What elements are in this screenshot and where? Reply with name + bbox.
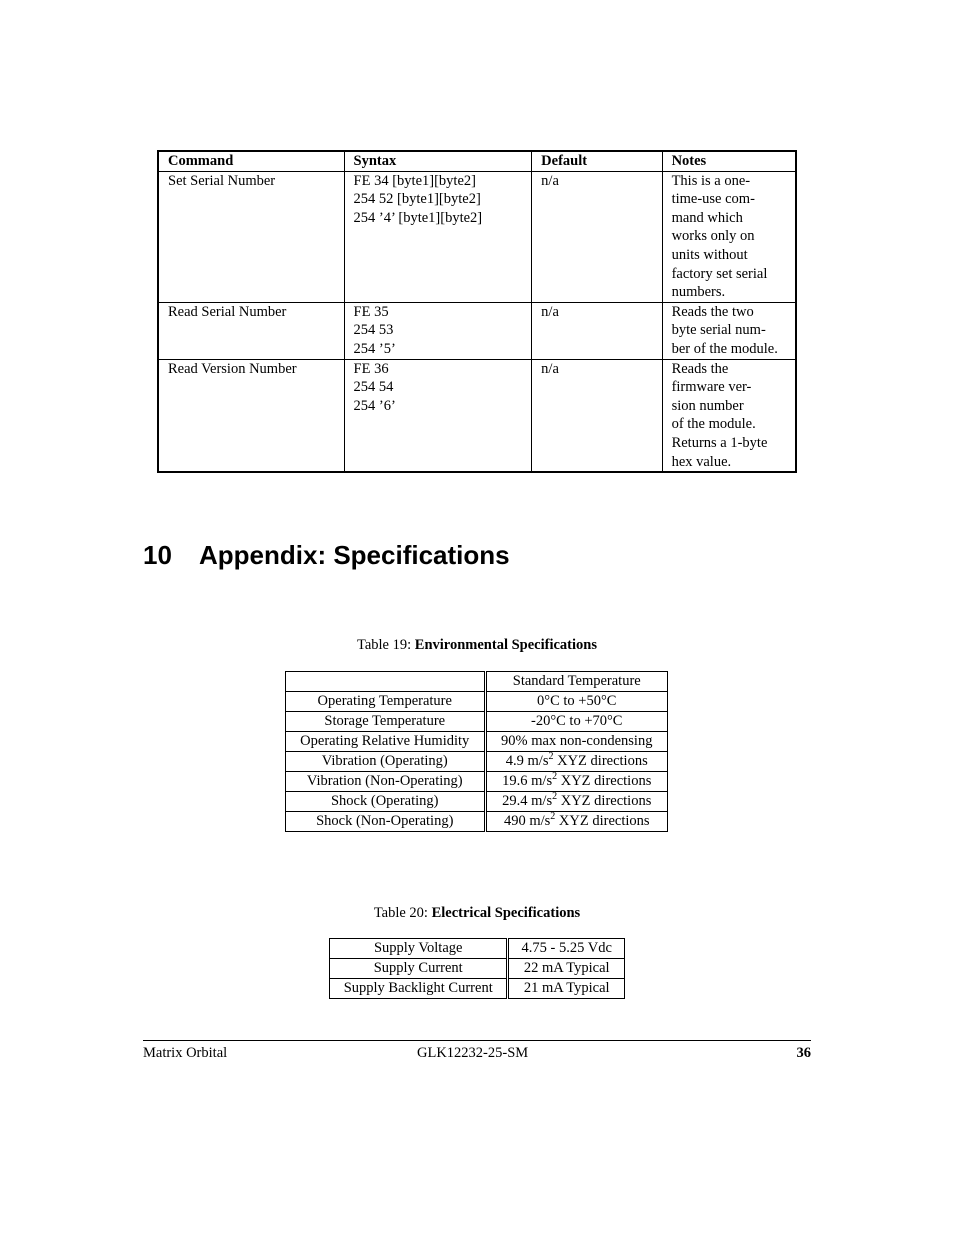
notes-line: sion number xyxy=(671,397,744,414)
syntax-line: 254 ’6’ xyxy=(353,397,396,414)
footer-model: GLK12232-25-SM xyxy=(417,1045,529,1061)
value-number: 4.9 m/s xyxy=(505,753,549,769)
header-command: Command xyxy=(158,151,344,171)
value-exponent: 2 xyxy=(548,751,554,763)
page-number: 36 xyxy=(796,1045,811,1061)
spec-value xyxy=(485,812,668,832)
caption-title: Environmental Specifications xyxy=(414,637,597,653)
spec-label: Storage Temperature xyxy=(286,712,486,732)
footer-company: Matrix Orbital xyxy=(143,1045,228,1061)
value-number: 19.6 m/s xyxy=(502,773,553,789)
value-exponent: 2 xyxy=(550,811,556,823)
spec-value: 0°C to +50°C xyxy=(485,692,668,712)
table-row xyxy=(158,171,796,302)
value-unit: XYZ directions xyxy=(555,813,650,829)
notes-cell xyxy=(662,171,796,302)
section-title: Appendix: Specifications xyxy=(199,540,510,570)
table-row xyxy=(286,812,668,832)
electrical-specs-table xyxy=(329,938,625,999)
syntax-cell xyxy=(344,171,532,302)
command-table xyxy=(157,150,797,473)
header-default: Default xyxy=(532,151,662,171)
spec-value: 90% max non-condensing xyxy=(485,732,668,752)
syntax-line: 254 54 xyxy=(353,379,394,396)
table-row xyxy=(158,302,796,359)
environmental-specs-table xyxy=(285,671,668,832)
table-row xyxy=(330,939,625,959)
header-notes: Notes xyxy=(662,151,796,171)
default-cell: n/a xyxy=(532,302,662,359)
header-syntax: Syntax xyxy=(344,151,532,171)
spec-label: Supply Voltage xyxy=(330,939,508,959)
spec-label: Supply Backlight Current xyxy=(330,979,508,999)
syntax-line: FE 34 [byte1][byte2] xyxy=(353,172,476,189)
notes-line: units without xyxy=(671,246,748,263)
notes-line: This is a one- xyxy=(671,172,751,189)
value-number: 490 m/s xyxy=(503,813,551,829)
spec-label: Operating Relative Humidity xyxy=(286,732,486,752)
section-number: 10 xyxy=(143,540,172,570)
footer-rule xyxy=(143,1040,811,1041)
table-row xyxy=(158,359,796,472)
notes-line: time-use com- xyxy=(671,191,755,208)
value-unit: XYZ directions xyxy=(557,793,652,809)
section-heading xyxy=(143,540,510,571)
env-column-header: Standard Temperature xyxy=(485,672,668,692)
notes-line: numbers. xyxy=(671,284,726,301)
value-unit: XYZ directions xyxy=(553,753,648,769)
spec-value xyxy=(485,772,668,792)
table-row xyxy=(286,752,668,772)
command-cell: Read Serial Number xyxy=(158,302,344,359)
value-unit: XYZ directions xyxy=(557,773,652,789)
notes-line: Returns a 1-byte xyxy=(671,434,768,451)
value-exponent: 2 xyxy=(552,771,558,783)
spec-value: 4.75 - 5.25 Vdc xyxy=(508,939,625,959)
table-row xyxy=(330,959,625,979)
value-number: 29.4 m/s xyxy=(502,793,553,809)
syntax-line: 254 ’4’ [byte1][byte2] xyxy=(353,209,483,226)
env-table-caption xyxy=(0,637,954,654)
notes-line: Reads the xyxy=(671,360,729,377)
elec-table-caption xyxy=(0,905,954,922)
table-row xyxy=(286,792,668,812)
table-row xyxy=(286,712,668,732)
spec-label: Supply Current xyxy=(330,959,508,979)
syntax-line: FE 36 xyxy=(353,360,389,377)
caption-prefix: Table 19: xyxy=(357,637,412,653)
spec-label: Shock (Non-Operating) xyxy=(286,812,486,832)
syntax-cell xyxy=(344,359,532,472)
spec-value xyxy=(485,752,668,772)
notes-line: mand which xyxy=(671,209,743,226)
spec-value: 21 mA Typical xyxy=(508,979,625,999)
command-cell: Read Version Number xyxy=(158,359,344,472)
syntax-line: 254 52 [byte1][byte2] xyxy=(353,191,481,208)
notes-line: hex value. xyxy=(671,453,732,470)
notes-line: works only on xyxy=(671,228,755,245)
table-row xyxy=(330,979,625,999)
spec-label: Shock (Operating) xyxy=(286,792,486,812)
table-row xyxy=(286,772,668,792)
value-exponent: 2 xyxy=(552,791,558,803)
caption-title: Electrical Specifications xyxy=(431,905,581,921)
syntax-line: FE 35 xyxy=(353,303,389,320)
command-cell: Set Serial Number xyxy=(158,171,344,302)
empty-header-cell xyxy=(286,672,486,692)
spec-label: Operating Temperature xyxy=(286,692,486,712)
default-cell: n/a xyxy=(532,359,662,472)
notes-line: ber of the module. xyxy=(671,340,778,357)
spec-label: Vibration (Non-Operating) xyxy=(286,772,486,792)
syntax-cell xyxy=(344,302,532,359)
notes-line: of the module. xyxy=(671,416,756,433)
spec-label: Vibration (Operating) xyxy=(286,752,486,772)
notes-line: Reads the two xyxy=(671,303,754,320)
caption-prefix: Table 20: xyxy=(373,905,428,921)
command-table-header-row xyxy=(158,151,796,171)
syntax-line: 254 53 xyxy=(353,322,394,339)
env-header-row xyxy=(286,672,668,692)
notes-line: byte serial num- xyxy=(671,322,766,339)
spec-value: 22 mA Typical xyxy=(508,959,625,979)
table-row xyxy=(286,692,668,712)
notes-line: firmware ver- xyxy=(671,379,752,396)
default-cell: n/a xyxy=(532,171,662,302)
notes-cell xyxy=(662,359,796,472)
spec-value: -20°C to +70°C xyxy=(485,712,668,732)
table-row xyxy=(286,732,668,752)
syntax-line: 254 ’5’ xyxy=(353,340,396,357)
notes-line: factory set serial xyxy=(671,265,768,282)
notes-cell xyxy=(662,302,796,359)
spec-value xyxy=(485,792,668,812)
